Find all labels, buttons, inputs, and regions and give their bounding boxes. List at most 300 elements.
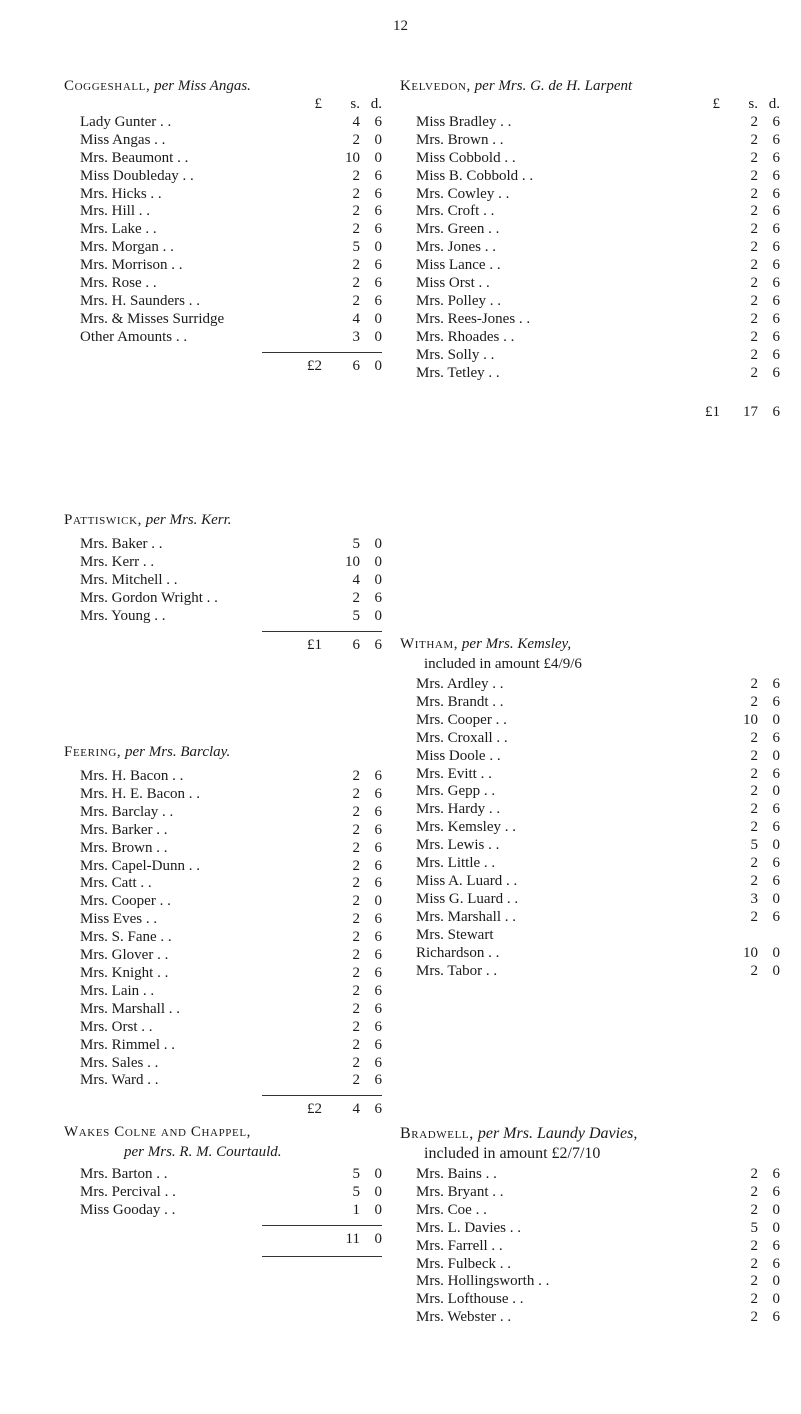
- donor-name: Mrs. Sales . .: [80, 1054, 159, 1071]
- amount-shillings: 2: [750, 221, 758, 238]
- donor-name: Mrs. H. Bacon . .: [80, 768, 184, 784]
- amount-shillings: 5: [352, 239, 360, 256]
- amount-shillings: 2: [352, 131, 360, 148]
- donor-row: [400, 347, 780, 365]
- donor-row: [400, 1202, 780, 1220]
- donor-name: Mrs. Morgan . .: [80, 239, 174, 256]
- donor-row: [400, 766, 780, 784]
- amount-pence: 6: [772, 1183, 780, 1200]
- donor-name: Mrs. Lofthouse . .: [416, 1291, 524, 1308]
- place-name: Kelvedon,: [400, 78, 471, 94]
- donor-row: [64, 929, 382, 947]
- amount-pence: 6: [374, 275, 382, 292]
- donor-name: Mrs. Marshall . .: [80, 1000, 180, 1017]
- donor-row: [64, 572, 382, 590]
- section-feering: [64, 742, 382, 1119]
- donor-row: [64, 768, 382, 786]
- donor-name: Mrs. Cooper . .: [416, 711, 507, 728]
- amount-pence: 6: [374, 982, 382, 999]
- amount-pence: 6: [772, 364, 780, 381]
- donor-name: Mrs. Barclay . .: [80, 803, 174, 820]
- donor-row: [400, 275, 780, 293]
- donor-name: Mrs. H. Saunders . .: [80, 292, 200, 309]
- section-total: [64, 358, 382, 376]
- amount-pence: 0: [374, 536, 382, 552]
- donor-row: [64, 1072, 382, 1090]
- amount-shillings: 2: [352, 203, 360, 220]
- donor-row: [64, 293, 382, 311]
- amount-pence: 6: [374, 911, 382, 928]
- donor-row: [64, 329, 382, 347]
- total-pounds: £1: [705, 403, 720, 420]
- donor-name: Mrs. Brown . .: [80, 839, 168, 856]
- amount-pence: 6: [374, 768, 382, 784]
- donor-list: [400, 676, 780, 980]
- donor-name: Mrs. Polley . .: [416, 292, 502, 309]
- amount-pence: 0: [772, 747, 780, 764]
- donor-name: Mrs. Rhoades . .: [416, 328, 515, 345]
- donor-row: [400, 311, 780, 329]
- section-heading: [64, 742, 382, 762]
- donor-name: Mrs. Ardley . .: [416, 676, 504, 692]
- donor-row: [64, 239, 382, 257]
- amount-shillings: 2: [352, 839, 360, 856]
- amount-pence: 6: [374, 1072, 382, 1089]
- donor-row: [64, 875, 382, 893]
- amount-pence: 6: [772, 328, 780, 345]
- donor-name: Mrs. Catt . .: [80, 875, 152, 892]
- donor-name: Mrs. Morrison . .: [80, 257, 183, 274]
- section-heading: [400, 76, 780, 96]
- amount-pence: 6: [374, 857, 382, 874]
- donor-row: [400, 945, 780, 963]
- amount-pence: 0: [772, 783, 780, 800]
- amount-shillings: 2: [750, 783, 758, 800]
- donor-name: Mrs. Green . .: [416, 221, 500, 238]
- donor-row: [400, 150, 780, 168]
- donor-name: Mrs. Barton . .: [80, 1166, 168, 1182]
- donor-list: [64, 768, 382, 1090]
- amount-pence: 6: [374, 964, 382, 981]
- amount-shillings: 2: [352, 1000, 360, 1017]
- donor-row: [64, 822, 382, 840]
- amount-shillings: 2: [352, 947, 360, 964]
- donor-row: [400, 712, 780, 730]
- donor-row: [400, 365, 780, 383]
- total-pence: 0: [374, 1230, 382, 1247]
- amount-pence: 6: [772, 221, 780, 238]
- donor-name: Mrs. & Misses Surridge: [80, 310, 225, 327]
- donor-name: Mrs. Brown . .: [416, 131, 504, 148]
- total-pence: 0: [374, 357, 382, 374]
- donor-row: [400, 1166, 780, 1184]
- donor-row: [400, 132, 780, 150]
- donor-row: [64, 1202, 382, 1220]
- amount-shillings: 2: [352, 929, 360, 946]
- amount-shillings: 3: [352, 328, 360, 345]
- donor-name: Mrs. Percival . .: [80, 1183, 176, 1200]
- amount-pence: 0: [374, 893, 382, 910]
- amount-shillings: 2: [352, 185, 360, 202]
- place-name: Bradwell,: [400, 1125, 474, 1142]
- amount-pence: 6: [374, 803, 382, 820]
- amount-pence: 6: [772, 765, 780, 782]
- amount-pence: 6: [374, 113, 382, 130]
- amount-pence: 0: [772, 962, 780, 979]
- collector-name: per Mrs. Kerr.: [145, 512, 232, 528]
- donor-name: Miss Doole . .: [416, 747, 501, 764]
- amount-pence: 6: [772, 185, 780, 202]
- donor-name: Mrs. Rimmel . .: [80, 1036, 176, 1053]
- donor-row: [64, 1166, 382, 1184]
- amount-shillings: 2: [750, 328, 758, 345]
- donor-row: [400, 221, 780, 239]
- donor-name: Mrs. Evitt . .: [416, 765, 492, 782]
- amount-pence: 6: [772, 239, 780, 256]
- place-name: Pattiswick,: [64, 512, 142, 528]
- donor-row: [400, 694, 780, 712]
- amount-shillings: 10: [345, 149, 360, 166]
- amount-shillings: 2: [352, 785, 360, 802]
- donor-row: [64, 275, 382, 293]
- donor-row: [64, 554, 382, 572]
- amount-shillings: 2: [750, 676, 758, 692]
- amount-pence: 6: [374, 785, 382, 802]
- donor-row: [400, 257, 780, 275]
- amount-pence: 6: [772, 872, 780, 889]
- amount-pence: 0: [772, 1273, 780, 1290]
- donor-name: Mrs. Rose . .: [80, 275, 157, 292]
- donor-name: Mrs. Lewis . .: [416, 837, 500, 854]
- donor-name: Mrs. Croxall . .: [416, 729, 508, 746]
- amount-pence: 6: [772, 257, 780, 274]
- amount-shillings: 2: [750, 693, 758, 710]
- donor-name: Miss Gooday . .: [80, 1201, 176, 1218]
- donor-name: Miss Orst . .: [416, 275, 490, 292]
- amount-shillings: 2: [352, 589, 360, 606]
- amount-shillings: 2: [352, 221, 360, 238]
- collector-name: per Miss Angas.: [154, 78, 251, 94]
- donor-name: Miss Doubleday . .: [80, 167, 194, 184]
- section-total: [64, 637, 382, 655]
- donor-row: [64, 168, 382, 186]
- amount-shillings: 2: [750, 729, 758, 746]
- section-pattiswick: [64, 510, 382, 654]
- donor-name: Mrs. Hill . .: [80, 203, 151, 220]
- donor-row: [64, 608, 382, 626]
- amount-shillings: 2: [750, 310, 758, 327]
- donor-name: Other Amounts . .: [80, 328, 188, 345]
- amount-pence: 6: [374, 947, 382, 964]
- amount-shillings: 2: [750, 203, 758, 220]
- amount-pence: 0: [374, 553, 382, 570]
- amount-shillings: 2: [750, 1273, 758, 1290]
- section-note: included in amount £2/7/10: [424, 1145, 601, 1162]
- donor-name: Mrs. L. Davies . .: [416, 1219, 521, 1236]
- amount-shillings: 2: [352, 768, 360, 784]
- section-heading: [400, 634, 780, 654]
- donor-name: Mrs. Baker . .: [80, 536, 163, 552]
- donor-name: Miss B. Cobbold . .: [416, 167, 534, 184]
- total-rule: [262, 352, 382, 353]
- shilling-unit: s.: [748, 96, 758, 112]
- place-name: Wakes Colne and Chappel,: [64, 1124, 252, 1140]
- donor-row: [400, 837, 780, 855]
- amount-pence: [758, 927, 780, 945]
- amount-shillings: 2: [352, 1018, 360, 1035]
- donor-row: [64, 804, 382, 822]
- donor-name: Miss Eves . .: [80, 911, 158, 928]
- amount-pence: 6: [772, 693, 780, 710]
- amount-shillings: 2: [352, 167, 360, 184]
- donor-row: [400, 203, 780, 221]
- donor-row: [400, 186, 780, 204]
- donor-list: [64, 1166, 382, 1220]
- amount-pence: 6: [772, 908, 780, 925]
- amount-pence: 6: [374, 221, 382, 238]
- amount-pence: 0: [772, 1291, 780, 1308]
- amount-pence: 6: [374, 203, 382, 220]
- amount-shillings: [724, 927, 758, 945]
- donor-name: Mrs. Lain . .: [80, 982, 155, 999]
- total-pence: 6: [374, 1101, 382, 1118]
- donor-row: [64, 1055, 382, 1073]
- units-header: [64, 96, 382, 114]
- total-shillings: 4: [352, 1101, 360, 1118]
- donor-row: [64, 983, 382, 1001]
- donor-name: Mrs. Kemsley . .: [416, 819, 516, 836]
- total-rule: [262, 631, 382, 632]
- donor-row: [400, 748, 780, 766]
- units-header: [400, 96, 780, 114]
- donor-name: Mrs. Beaumont . .: [80, 149, 189, 166]
- amount-pence: 0: [772, 944, 780, 961]
- collector-name: per Mrs. G. de H. Larpent: [474, 78, 633, 94]
- donor-name: Mrs. Glover . .: [80, 947, 169, 964]
- amount-pence: 6: [374, 875, 382, 892]
- amount-shillings: 2: [750, 962, 758, 979]
- amount-shillings: 2: [750, 239, 758, 256]
- amount-pence: 0: [374, 571, 382, 588]
- amount-pence: 0: [374, 310, 382, 327]
- amount-shillings: 5: [750, 837, 758, 854]
- donor-row: [400, 239, 780, 257]
- amount-pence: 6: [772, 203, 780, 220]
- donor-row: [400, 293, 780, 311]
- donor-row: [64, 947, 382, 965]
- donor-row: [400, 114, 780, 132]
- amount-shillings: 4: [352, 113, 360, 130]
- total-rule: [262, 1095, 382, 1096]
- amount-pence: 6: [772, 1309, 780, 1326]
- donor-row: [400, 1220, 780, 1238]
- amount-shillings: 2: [352, 803, 360, 820]
- amount-shillings: 2: [352, 982, 360, 999]
- donor-row: [64, 186, 382, 204]
- donor-row: [400, 855, 780, 873]
- total-pounds: £1: [307, 636, 322, 653]
- total-shillings: 11: [345, 1230, 360, 1247]
- amount-shillings: 5: [352, 1183, 360, 1200]
- donor-name: Mrs. Gepp . .: [416, 783, 496, 800]
- donor-name: Miss G. Luard . .: [416, 890, 519, 907]
- amount-pence: 0: [772, 837, 780, 854]
- donor-name: Mrs. Young . .: [80, 607, 166, 624]
- donor-name: Mrs. H. E. Bacon . .: [80, 785, 200, 802]
- amount-shillings: 2: [352, 857, 360, 874]
- amount-pence: 6: [772, 167, 780, 184]
- amount-pence: 6: [374, 1000, 382, 1017]
- place-name: Coggeshall,: [64, 78, 151, 94]
- total-pounds: £2: [307, 357, 322, 374]
- donor-name: Mrs. Webster . .: [416, 1309, 512, 1326]
- section-total: [64, 1101, 382, 1119]
- amount-shillings: 2: [352, 1036, 360, 1053]
- amount-pence: 0: [374, 239, 382, 256]
- amount-shillings: 2: [750, 819, 758, 836]
- donor-row: [64, 1001, 382, 1019]
- donor-row: [64, 114, 382, 132]
- donor-name: Mrs. Hardy . .: [416, 801, 501, 818]
- donor-name: Mrs. Knight . .: [80, 964, 169, 981]
- donor-name: Mrs. Tabor . .: [416, 962, 498, 979]
- donor-name: Mrs. Ward . .: [80, 1072, 159, 1089]
- amount-pence: 6: [772, 855, 780, 872]
- amount-shillings: 5: [352, 536, 360, 552]
- section-heading: [64, 1122, 382, 1142]
- donor-row: [400, 1184, 780, 1202]
- donor-row: [64, 893, 382, 911]
- amount-pence: 6: [374, 1018, 382, 1035]
- amount-shillings: 2: [750, 131, 758, 148]
- section-wakes-colne: [64, 1122, 382, 1262]
- amount-shillings: 2: [750, 747, 758, 764]
- collector-line: [64, 1142, 382, 1162]
- donor-row: [400, 1256, 780, 1274]
- amount-shillings: 2: [750, 1183, 758, 1200]
- donor-name: Mrs. Cowley . .: [416, 185, 510, 202]
- amount-shillings: 10: [743, 944, 758, 961]
- section-kelvedon: [400, 76, 780, 421]
- amount-pence: 0: [374, 607, 382, 624]
- total-pounds: [64, 1231, 326, 1249]
- amount-pence: 6: [374, 589, 382, 606]
- donor-row: [64, 786, 382, 804]
- total-pence: 6: [772, 403, 780, 420]
- amount-pence: 0: [374, 1201, 382, 1218]
- collector-name: per Mrs. Kemsley,: [461, 636, 572, 652]
- amount-pence: 6: [374, 1054, 382, 1071]
- section-total: [400, 404, 780, 422]
- donor-row: [400, 801, 780, 819]
- donor-row: [64, 858, 382, 876]
- donor-name: Lady Gunter . .: [80, 113, 172, 130]
- amount-pence: 6: [772, 149, 780, 166]
- donor-row: [64, 911, 382, 929]
- donor-row: [400, 329, 780, 347]
- donor-row: [64, 590, 382, 608]
- donor-name: Mrs. Bains . .: [416, 1166, 497, 1182]
- donor-list: [64, 536, 382, 626]
- amount-shillings: 2: [750, 908, 758, 925]
- amount-shillings: 2: [750, 1201, 758, 1218]
- collector-name: per Mrs. Barclay.: [124, 744, 231, 760]
- total-shillings: 6: [352, 636, 360, 653]
- donor-row: [400, 927, 780, 945]
- amount-shillings: 2: [750, 167, 758, 184]
- donor-row: [400, 730, 780, 748]
- amount-shillings: 2: [750, 346, 758, 363]
- amount-shillings: 2: [352, 1072, 360, 1089]
- section-total: [64, 1231, 382, 1249]
- amount-shillings: 2: [750, 364, 758, 381]
- amount-shillings: 2: [750, 1291, 758, 1308]
- amount-pence: 6: [772, 346, 780, 363]
- donor-name: Miss Bradley . .: [416, 113, 512, 130]
- donor-name: Mrs. Barker . .: [80, 821, 168, 838]
- donor-name: Mrs. Bryant . .: [416, 1183, 504, 1200]
- total-shillings: 17: [743, 403, 758, 420]
- donor-row: [64, 536, 382, 554]
- donor-row: [400, 676, 780, 694]
- section-note: included in amount £4/9/6: [424, 656, 582, 672]
- amount-shillings: 3: [750, 890, 758, 907]
- total-shillings: 6: [352, 357, 360, 374]
- amount-pence: 6: [772, 729, 780, 746]
- amount-shillings: 2: [352, 964, 360, 981]
- donor-name: Mrs. Solly . .: [416, 346, 495, 363]
- donor-row: [64, 965, 382, 983]
- donor-row: [400, 168, 780, 186]
- amount-shillings: 2: [750, 1309, 758, 1326]
- amount-shillings: 2: [750, 855, 758, 872]
- amount-shillings: 2: [352, 821, 360, 838]
- amount-pence: 0: [374, 1183, 382, 1200]
- donor-name: Mrs. Coe . .: [416, 1201, 487, 1218]
- donor-row: [64, 132, 382, 150]
- amount-shillings: 2: [352, 292, 360, 309]
- donor-name: Miss A. Luard . .: [416, 872, 518, 889]
- amount-pence: 6: [772, 676, 780, 692]
- amount-pence: 6: [772, 1237, 780, 1254]
- amount-shillings: 2: [750, 257, 758, 274]
- amount-pence: 6: [374, 839, 382, 856]
- amount-shillings: 1: [352, 1201, 360, 1218]
- pound-unit: £: [712, 96, 720, 112]
- amount-pence: 6: [772, 113, 780, 130]
- amount-shillings: 2: [750, 275, 758, 292]
- amount-pence: 0: [374, 1166, 382, 1182]
- donor-row: [64, 257, 382, 275]
- donor-list: [64, 114, 382, 347]
- donor-name: Mrs. Lake . .: [80, 221, 157, 238]
- donor-name: Mrs. Rees-Jones . .: [416, 310, 531, 327]
- amount-shillings: 5: [352, 1166, 360, 1182]
- amount-shillings: 2: [750, 801, 758, 818]
- donor-name: Richardson . .: [416, 944, 500, 961]
- donor-name: Mrs. Jones . .: [416, 239, 497, 256]
- section-witham: [400, 634, 780, 980]
- donor-row: [400, 1309, 780, 1327]
- amount-shillings: 4: [352, 571, 360, 588]
- donor-name: Mrs. Croft . .: [416, 203, 495, 220]
- donor-row: [400, 819, 780, 837]
- total-rule: [262, 1225, 382, 1226]
- amount-shillings: 5: [750, 1219, 758, 1236]
- donor-row: [400, 1291, 780, 1309]
- amount-pence: 6: [772, 1166, 780, 1182]
- donor-row: [64, 311, 382, 329]
